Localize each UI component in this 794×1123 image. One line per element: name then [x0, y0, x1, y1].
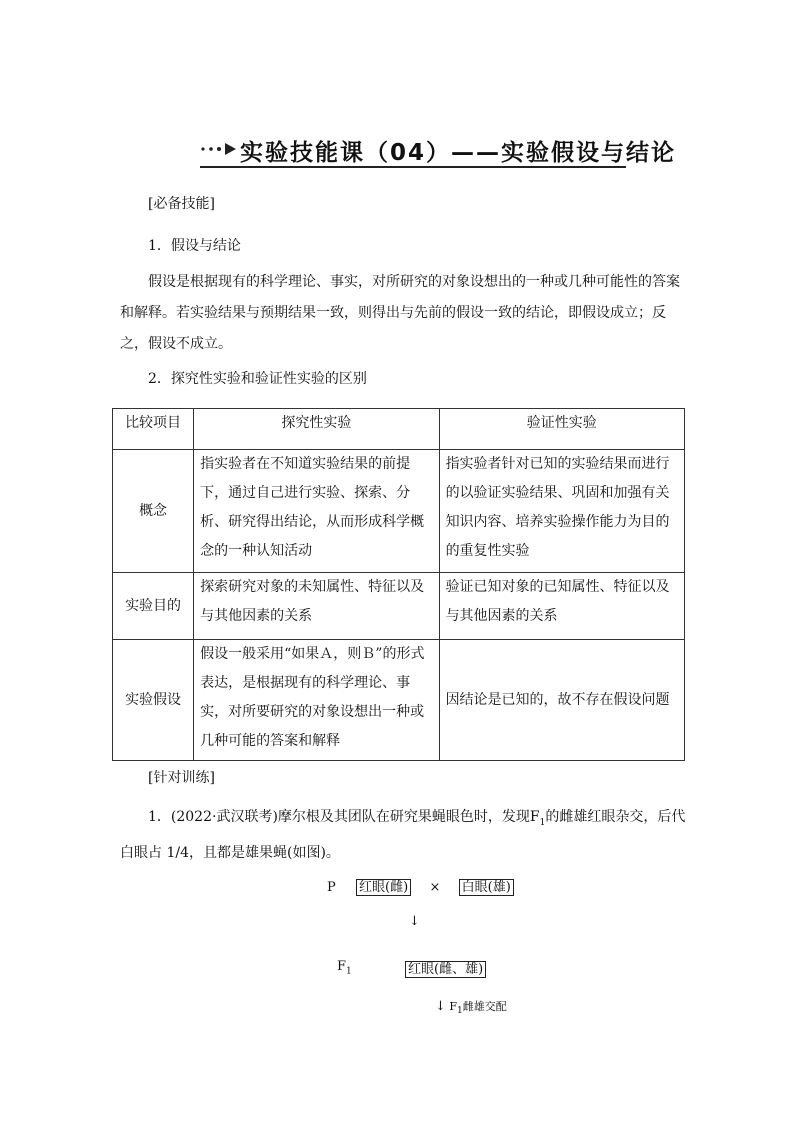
down-arrow-icon: ↓: [435, 999, 446, 1014]
f1-letter: F: [337, 959, 347, 974]
explore-cell: 假设一般采用“如果Ａ，则Ｂ”的形式表达，是根据现有的科学理论、事实，对所要研究的对象设想出一种或几种可能的答案和解释: [194, 640, 439, 761]
subscript: 1: [457, 1006, 463, 1017]
table-row: [113, 450, 685, 573]
title-underline: [200, 166, 626, 168]
male-white-eye-box: 白眼(雄): [459, 879, 514, 896]
female-red-eye-box: 红眼(雌): [356, 879, 411, 896]
table-row: [113, 640, 685, 761]
f1-cross-arrow: [435, 998, 507, 1016]
row-label: 概念: [113, 450, 194, 573]
explore-cell: 指实验者在不知道实验结果的前提下，通过自己进行实验、探索、分析、研究得出结论，从而形成科学概念的一种认知活动: [194, 450, 439, 573]
section-label-practice: [针对训练]: [148, 770, 215, 786]
f1-generation-label: [337, 959, 352, 977]
parent-generation-line: [327, 876, 514, 895]
f1-phenotype-text: 红眼(雌、雄): [405, 961, 486, 978]
table-header-row: [113, 409, 685, 450]
question-text: 1．(2022·武汉联考)摩尔根及其团队在研究果蝇眼色时，发现F: [148, 809, 540, 825]
verify-cell: 因结论是已知的，故不存在假设问题: [439, 640, 684, 761]
arrow-bullet-icon: [200, 142, 238, 156]
table-header-cell: 探究性实验: [194, 409, 439, 450]
item1-heading: 1．假设与结论: [148, 238, 241, 254]
subscript: 1: [539, 817, 546, 828]
arrow-label: 雌雄交配: [462, 1000, 507, 1013]
table-header-cell: 比较项目: [113, 409, 194, 450]
page-title: 实验技能课（04）——实验假设与结论: [240, 140, 677, 166]
row-label: 实验假设: [113, 640, 194, 761]
down-arrow-icon: ↓: [409, 914, 420, 929]
title-banner: [200, 134, 677, 168]
verify-cell: 指实验者针对已知的实验结果而进行的以验证实验结果、巩固和加强有关知识内容、培养实验操作能力为目的的重复性实验: [439, 450, 684, 573]
explore-cell: 探索研究对象的未知属性、特征以及与其他因素的关系: [194, 573, 439, 640]
subscript: 1: [346, 966, 352, 977]
arrow-label: F: [449, 1000, 458, 1013]
table-header-cell: 验证性实验: [439, 409, 684, 450]
item1-paragraph: 假设是根据现有的科学理论、事实，对所研究的对象设想出的一种或几种可能性的答案和解释。若实验结果与预期结果一致，则得出与先前的假设一致的结论，即假设成立；反之，假设不成立。: [120, 274, 680, 352]
section-label-skills: [必备技能]: [148, 196, 215, 212]
generation-label-p: P: [327, 880, 336, 895]
table-row: [113, 573, 685, 640]
item2-heading: 2．探究性实验和验证性实验的区别: [148, 371, 367, 387]
question-1: [120, 802, 686, 868]
question-text: 的雌雄红眼杂交，后代白眼占 1/4，且都是雄果蝇(如图)。: [120, 809, 686, 861]
verify-cell: 验证已知对象的已知属性、特征以及与其他因素的关系: [439, 573, 684, 640]
comparison-table: [112, 408, 685, 761]
f1-phenotype-box: [405, 958, 486, 977]
row-label: 实验目的: [113, 573, 194, 640]
cross-sign: ×: [429, 880, 441, 895]
